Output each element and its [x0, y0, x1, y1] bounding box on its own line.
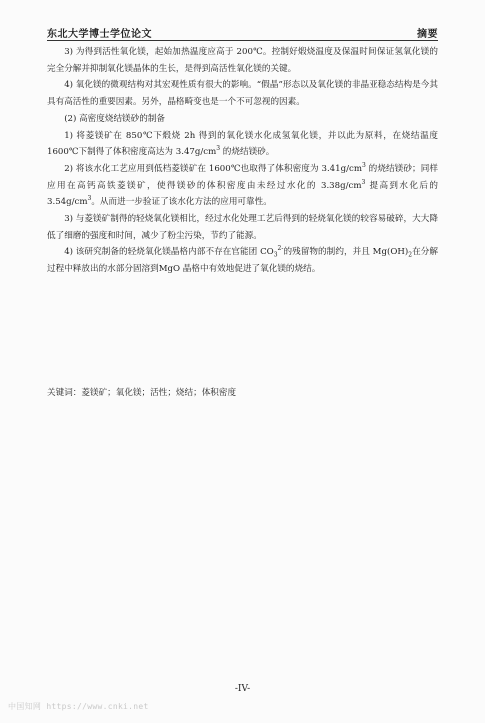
- paragraph-sinter-3: 3) 与菱镁矿制得的轻烧氧化镁相比，经过水化处理工艺后得到的轻烧氧化镁的较容易破碎，大大降低了细磨的强度和时间，减少了粉尘污染，节约了能源。: [47, 214, 438, 241]
- subscript: 2: [408, 252, 413, 260]
- text-segment: 4) 该研究制备的轻烧氧化镁晶格内部不存在官能团 CO: [64, 247, 274, 258]
- header-section-title: 摘要: [417, 29, 438, 40]
- paragraph-sinter-1: [47, 128, 438, 161]
- page-header: [47, 22, 438, 41]
- text-segment: 1) 将菱镁矿在 850℃下煅烧 2h 得到的氧化镁水化成氢氧化镁，并以此为原料，在烧结温度 1600℃下制得了体积密度高达为 3.47g/cm: [47, 130, 438, 158]
- paragraph-sinter-4: [47, 244, 438, 277]
- page-number: -IV-: [234, 684, 251, 694]
- superscript: 3: [216, 145, 221, 153]
- paragraph-activity-4: 4) 氧化镁的微观结构对其宏观性质有很大的影响。“假晶”形态以及氧化镁的非晶亚稳态结构是今其具有高活性的重要因素。另外，晶格畸变也是一个不可忽视的因素。: [47, 80, 438, 108]
- subscript: 3: [273, 252, 278, 260]
- superscript: 3: [361, 178, 366, 186]
- header-thesis-title: 东北大学博士学位论文: [47, 29, 152, 40]
- abstract-body: [47, 44, 438, 278]
- paragraph-sinter-2: [47, 161, 438, 211]
- section-heading-sintered-magnesia: (2) 高密度烧结镁砂的制备: [64, 113, 166, 124]
- text-segment: 的烧结镁砂。: [220, 147, 275, 158]
- text-segment: 的残留物的制约，并且 Mg(OH): [283, 247, 409, 258]
- paragraph-activity-3: 3) 为得到活性氧化镁，起始加热温度应高于 200℃。控制好煅烧温度及保温时间保证氢氧化镁的完全分解并抑制氧化镁晶体的生长，是得到高活性氧化镁的关键。: [47, 47, 438, 74]
- text-segment: 提高到水化后的 3.54g/cm: [47, 180, 439, 208]
- text-segment: 在分解过程中释放出的水部分固溶到MgO 晶格中有效地促进了氧化镁的烧结。: [47, 247, 438, 275]
- superscript: 3: [361, 162, 366, 170]
- superscript: 3: [87, 195, 92, 203]
- text-segment: 2) 将该水化工艺应用到低档菱镁矿在 1600℃也取得了体积密度为 3.41g/cm: [64, 163, 362, 174]
- text-segment: 。从而进一步验证了该水化方法的应用可靠性。: [91, 197, 272, 208]
- superscript: 2-: [277, 245, 284, 253]
- keywords-line: 关键词：菱镁矿；氧化镁；活性；烧结；体积密度: [47, 388, 237, 398]
- cnki-watermark: 中国知网 https://www.cnki.net: [8, 702, 149, 711]
- text-segment: 的烧结镁砂；同样应用在高钙高铁菱镁矿，使得镁砂的体积密度由未经过水化的 3.38g/cm: [47, 163, 438, 191]
